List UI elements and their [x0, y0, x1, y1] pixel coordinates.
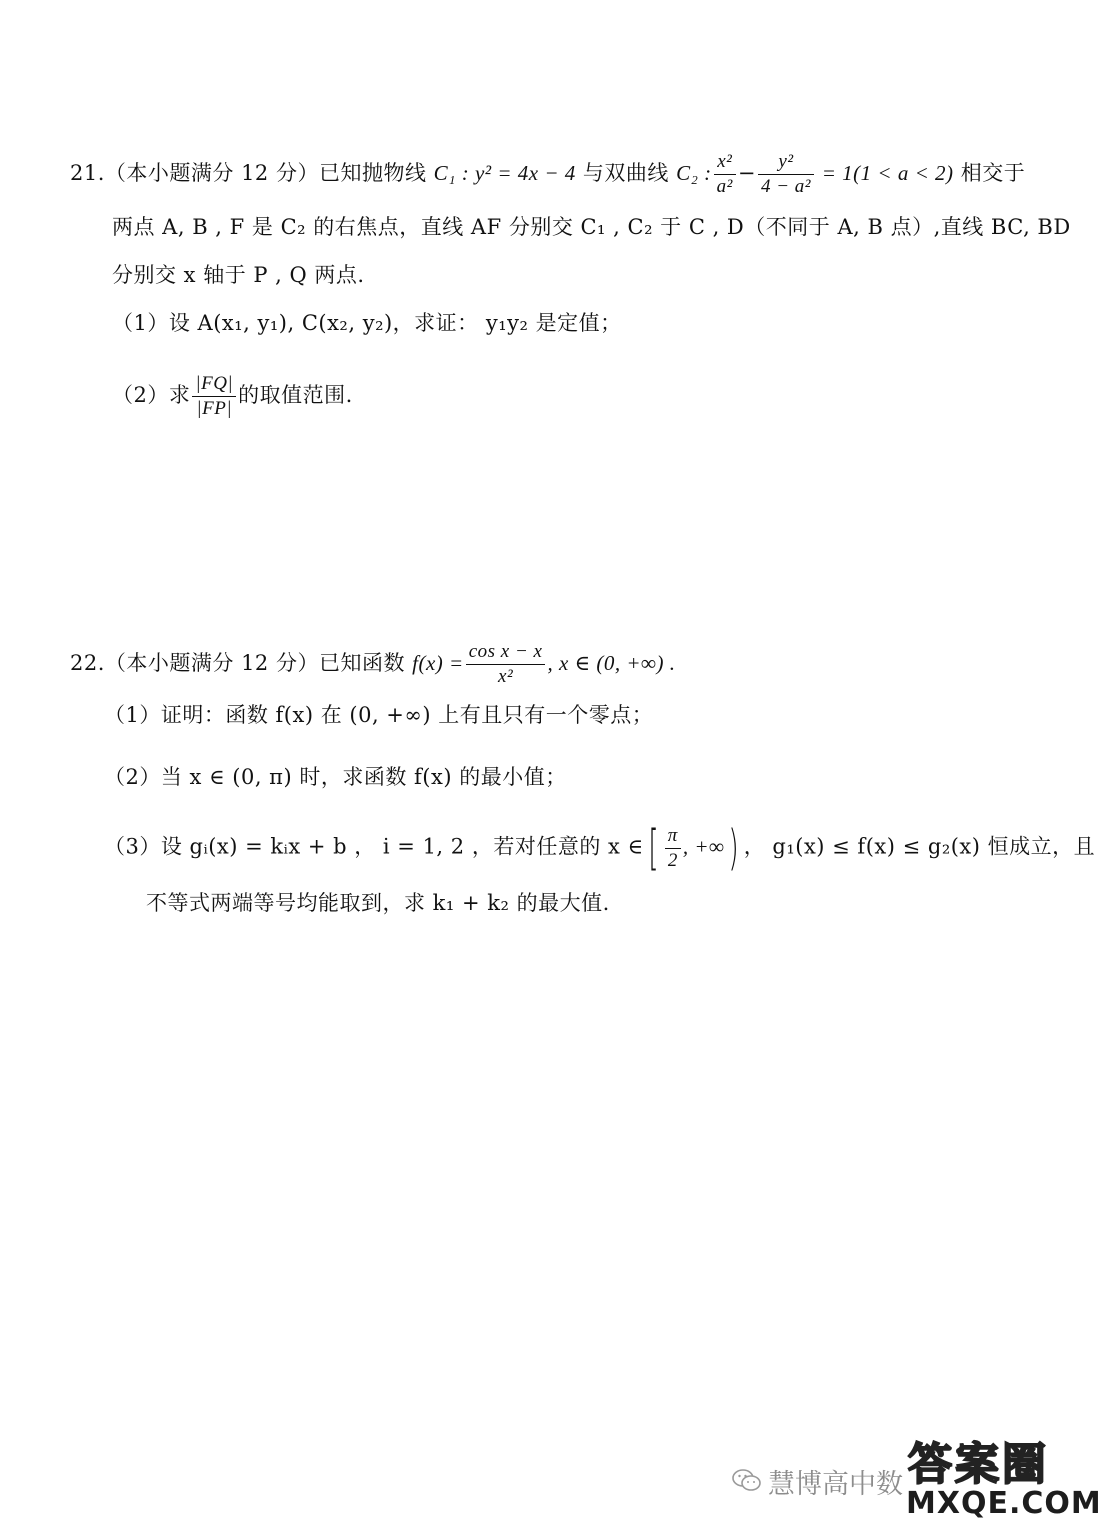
q21-stem-line-1 — [70, 150, 1025, 199]
q21-ratio-fraction: $\frac{|FQ|}{|FP|}$ — [192, 372, 236, 421]
q22-interval-end: , +∞ — [682, 834, 725, 859]
q22-stem — [70, 640, 675, 689]
q22-function-label: f(x) = — [412, 651, 464, 675]
watermark-logo — [906, 1426, 1102, 1526]
q22-part-2: （2）当 x ∈ (0, π) 时，求函数 f(x) 的最小值； — [104, 765, 567, 789]
q22-part-3-prefix: （3）设 gᵢ(x) = kᵢx + b ， i = 1, 2 ，若对任意的 x ∈ — [104, 834, 644, 859]
q21-part-2 — [112, 372, 353, 421]
q21-part-2-prefix: （2）求 — [112, 383, 191, 407]
q21-hyperbola-fraction-x: $\frac{\text{x²}}{\text{a²}}$ — [714, 150, 736, 199]
q21-parabola-equation: C₁ : y² = 4x − 4 — [433, 161, 576, 185]
q22-part-3 — [104, 822, 1095, 874]
q21-hyperbola-condition: = 1(1 < a < 2) — [816, 161, 954, 185]
watermark-logo-url: MXQE.COM — [906, 1486, 1102, 1521]
q21-stem-line-2: 两点 A, B , F 是 C₂ 的右焦点，直线 AF 分别交 C₁ , C₂ 于 C , D（不同于 A, B 点）,直线 BC, BD — [112, 215, 1071, 239]
q21-minus-sign: − — [737, 161, 756, 185]
q21-part-2-suffix: 的取值范围. — [238, 383, 353, 407]
q21-hyperbola-fraction-y: $\frac{\text{y²}}{\text{4 − a²}}$ — [758, 150, 814, 199]
q22-stem-prefix: 22.（本小题满分 12 分）已知函数 — [70, 651, 413, 675]
watermark-text: 慧博高中数 — [768, 1469, 903, 1500]
q22-part-3-line-2: 不等式两端等号均能取到，求 k₁ + k₂ 的最大值. — [146, 891, 610, 915]
q22-function-fraction: $\frac{\text{cos x − x}}{\text{x²}}$ — [466, 640, 546, 689]
q21-stem-connector: 与双曲线 — [575, 161, 677, 185]
left-bracket: [ — [647, 820, 659, 876]
q22-pi-over-2-fraction: $\frac{\pi}{2}$ — [665, 824, 681, 873]
q21-stem-prefix: 21.（本小题满分 12 分）已知抛物线 — [70, 161, 434, 185]
q22-part-1: （1）证明：函数 f(x) 在 (0, +∞) 上有且只有一个零点； — [104, 703, 654, 727]
watermark — [728, 1418, 1102, 1528]
watermark-logo-title: 答案圈 — [908, 1439, 1049, 1490]
q21-part-1: （1）设 A(x₁, y₁), C(x₂, y₂)，求证： y₁y₂ 是定值； — [112, 311, 622, 335]
q22-domain: , x ∈ (0, +∞) . — [547, 651, 676, 675]
wechat-icon — [732, 1468, 762, 1492]
q21-hyperbola-label: C₂ : — [676, 161, 712, 185]
right-paren: ) — [728, 820, 740, 876]
q22-part-3-condition: ， g₁(x) ≤ f(x) ≤ g₂(x) 恒成立，且 — [743, 834, 1096, 859]
q21-stem-line-3: 分别交 x 轴于 P , Q 两点. — [112, 263, 365, 287]
q21-stem-suffix: 相交于 — [953, 161, 1026, 185]
